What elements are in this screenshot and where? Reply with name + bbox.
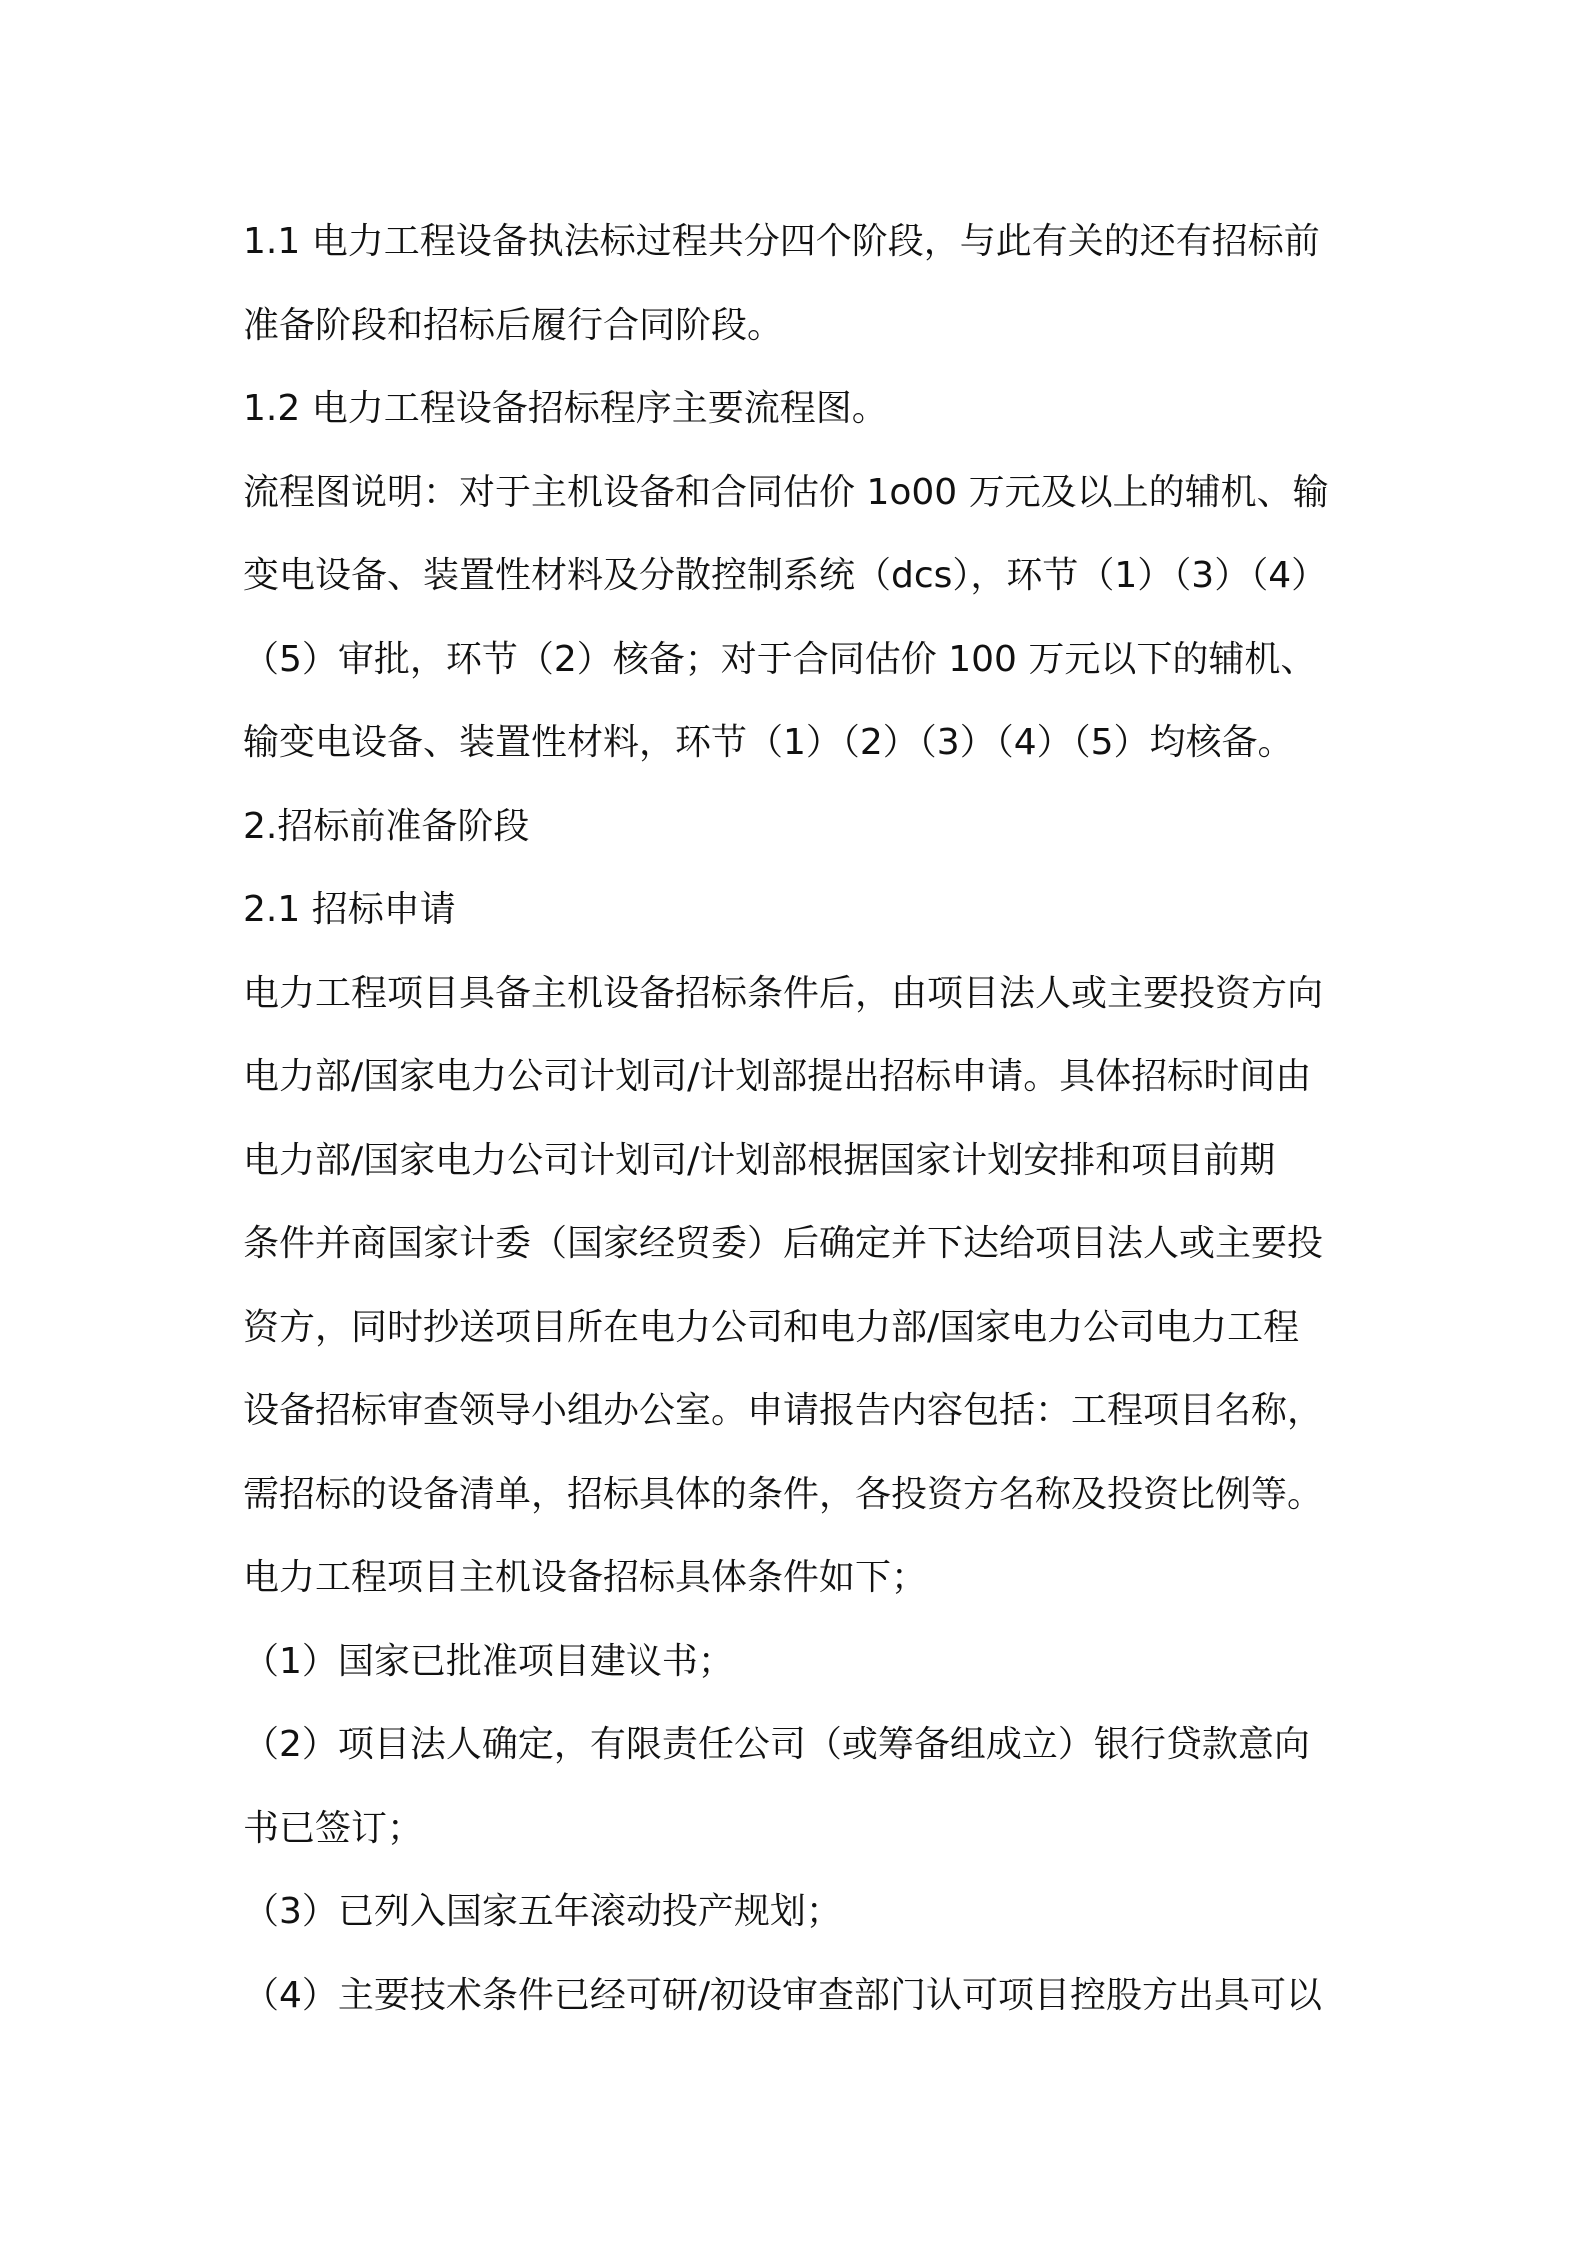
text-line: 变电设备、装置性材料及分散控制系统（dcs），环节（1）（3）（4） — [243, 555, 1328, 596]
text-line: 书已签订； — [243, 1807, 424, 1849]
text-line: 需招标的设备清单，招标具体的条件，各投资方名称及投资比例等。 — [243, 1473, 1324, 1515]
text-line-section-1-2: 1.2 电力工程设备招标程序主要流程图。 — [243, 388, 888, 429]
text-line: 条件并商国家计委（国家经贸委）后确定并下达给项目法人或主要投 — [243, 1223, 1324, 1264]
list-item-condition-1: （1）国家已批准项目建议书； — [243, 1640, 734, 1682]
text-line: 资方，同时抄送项目所在电力公司和电力部/国家电力公司电力工程 — [243, 1306, 1300, 1348]
text-line-flowchart-note: 流程图说明：对于主机设备和合同估价 1o00 万元及以上的辅机、输 — [243, 471, 1329, 513]
text-line: 准备阶段和招标后履行合同阶段。 — [243, 304, 784, 346]
text-line: 设备招标审查领导小组办公室。申请报告内容包括：工程项目名称， — [243, 1390, 1324, 1431]
text-line-conditions-intro: 电力工程项目主机设备招标具体条件如下； — [243, 1557, 928, 1598]
list-item-condition-2: （2）项目法人确定，有限责任公司（或筹备组成立）银行贷款意向 — [243, 1724, 1310, 1765]
text-line: 电力工程项目具备主机设备招标条件后，由项目法人或主要投资方向 — [243, 972, 1324, 1014]
section-heading-2-1: 2.1 招标申请 — [243, 889, 456, 930]
list-item-condition-3: （3）已列入国家五年滚动投产规划； — [243, 1891, 842, 1932]
list-item-condition-4: （4）主要技术条件已经可研/初设审查部门认可项目控股方出具可以 — [243, 1974, 1323, 2016]
text-line: （5）审批，环节（2）核备；对于合同估价 100 万元以下的辅机、 — [243, 638, 1317, 680]
text-line: 输变电设备、装置性材料，环节（1）（2）（3）（4）（5）均核备。 — [243, 722, 1294, 763]
section-heading-2: 2.招标前准备阶段 — [243, 805, 530, 847]
document-body — [243, 200, 1358, 2037]
text-line-section-1-1: 1.1 电力工程设备执法标过程共分四个阶段，与此有关的还有招标前 — [243, 221, 1320, 262]
text-line: 电力部/国家电力公司计划司/计划部提出招标申请。具体招标时间由 — [243, 1056, 1312, 1097]
text-line: 电力部/国家电力公司计划司/计划部根据国家计划安排和项目前期 — [243, 1139, 1276, 1181]
